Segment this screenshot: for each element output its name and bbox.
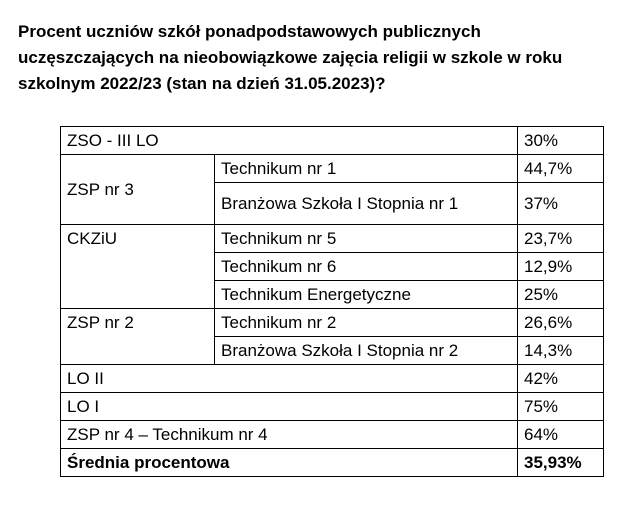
heading-line-1: Procent uczniów szkół ponadpodstawowych publicznych <box>18 22 481 41</box>
school-name-cell: LO I <box>61 393 518 421</box>
unit-name-cell: Technikum nr 2 <box>215 309 518 337</box>
table-row <box>61 127 604 155</box>
school-group-cell: ZSP nr 3 <box>61 155 215 225</box>
school-group-cell: ZSP nr 2 <box>61 309 215 365</box>
table-row <box>61 155 604 183</box>
table-row <box>61 421 604 449</box>
percent-cell: 12,9% <box>518 253 604 281</box>
percent-cell: 30% <box>518 127 604 155</box>
percent-cell: 37% <box>518 183 604 225</box>
total-value-cell: 35,93% <box>518 449 604 477</box>
table-row <box>61 309 604 337</box>
total-label-cell: Średnia procentowa <box>61 449 518 477</box>
table-row <box>61 365 604 393</box>
percent-cell: 75% <box>518 393 604 421</box>
percent-cell: 44,7% <box>518 155 604 183</box>
school-group-cell: CKZiU <box>61 225 215 309</box>
percent-cell: 23,7% <box>518 225 604 253</box>
percent-cell: 14,3% <box>518 337 604 365</box>
unit-name-cell: Branżowa Szkoła I Stopnia nr 2 <box>215 337 518 365</box>
heading-line-3: szkolnym 2022/23 (stan na dzień 31.05.2023)? <box>18 74 386 93</box>
unit-name-cell: Technikum Energetyczne <box>215 281 518 309</box>
unit-name-cell: Technikum nr 5 <box>215 225 518 253</box>
percent-cell: 64% <box>518 421 604 449</box>
unit-name-cell: Branżowa Szkoła I Stopnia nr 1 <box>215 183 518 225</box>
page-heading <box>18 19 630 97</box>
table-row <box>61 393 604 421</box>
heading-line-2: uczęszczających na nieobowiązkowe zajęcia religii w szkole w roku <box>18 48 563 67</box>
school-name-cell: ZSO - III LO <box>61 127 518 155</box>
unit-name-cell: Technikum nr 1 <box>215 155 518 183</box>
school-name-cell: LO II <box>61 365 518 393</box>
religion-attendance-table <box>60 126 604 477</box>
school-name-cell: ZSP nr 4 – Technikum nr 4 <box>61 421 518 449</box>
table-row <box>61 225 604 253</box>
percent-cell: 25% <box>518 281 604 309</box>
percent-cell: 26,6% <box>518 309 604 337</box>
unit-name-cell: Technikum nr 6 <box>215 253 518 281</box>
total-row <box>61 449 604 477</box>
percent-cell: 42% <box>518 365 604 393</box>
